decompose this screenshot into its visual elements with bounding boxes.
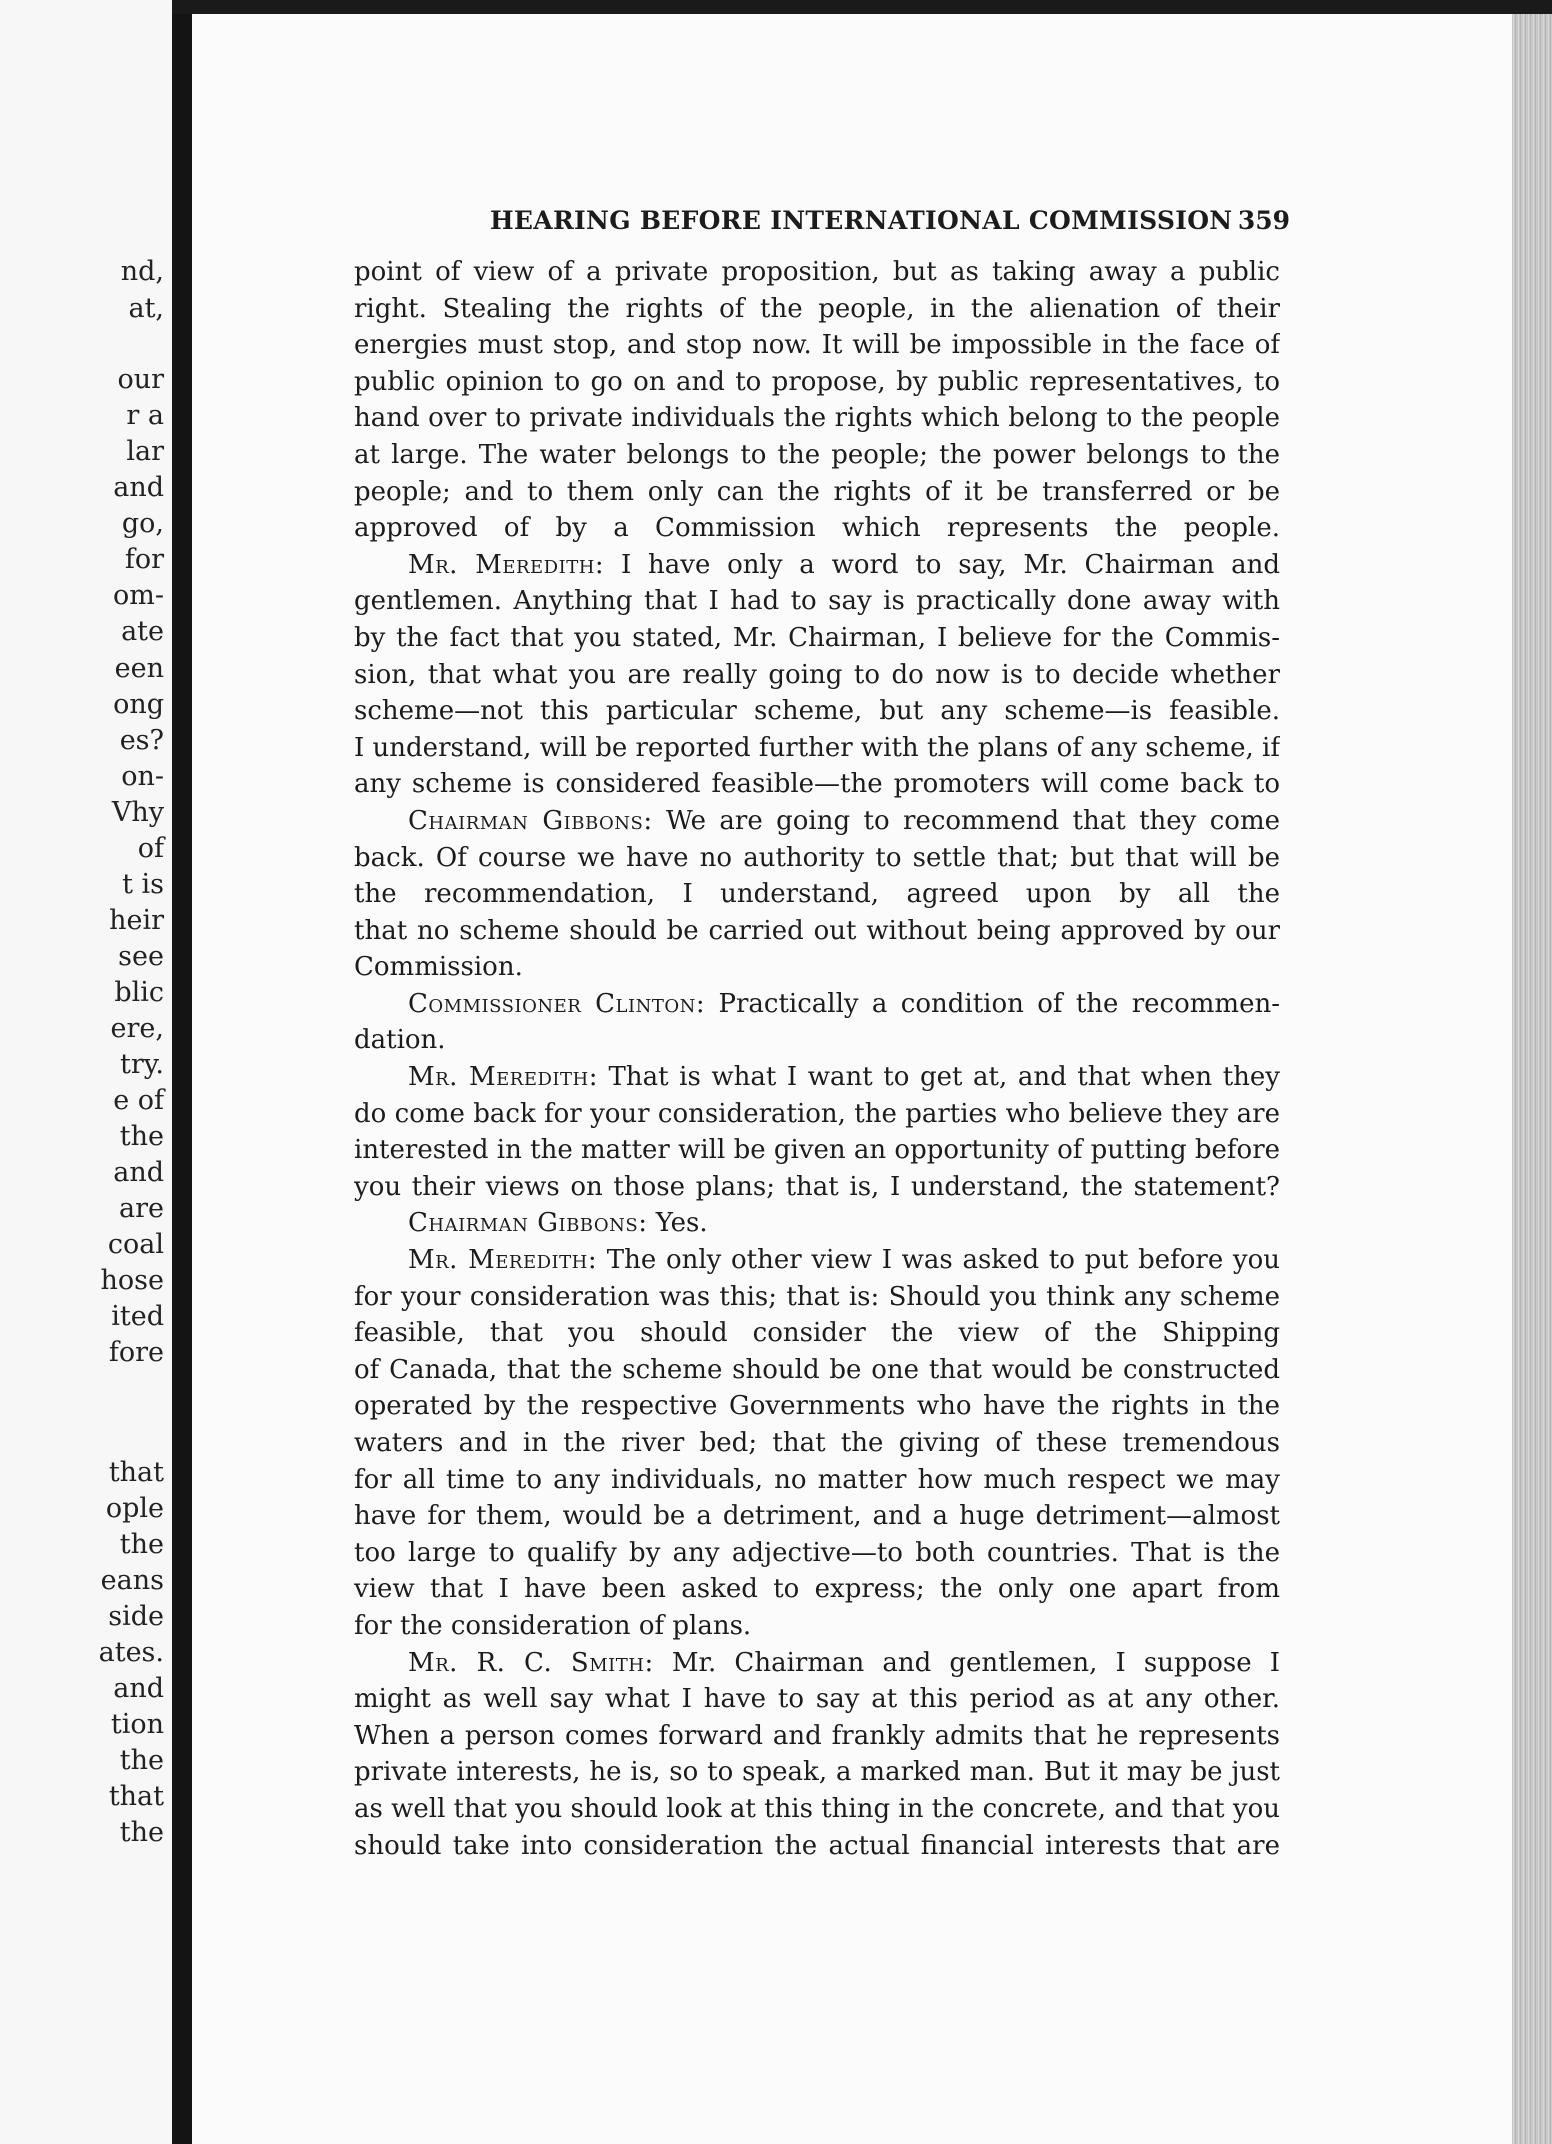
line-text: private interests, he is, so to speak, a marked man. But it may be just bbox=[354, 1757, 1280, 1788]
facing-page-text: t is bbox=[122, 869, 164, 900]
line-text: The only other view I was asked to put before you bbox=[597, 1245, 1280, 1276]
facing-page-text: on- bbox=[121, 761, 164, 792]
speaker-name: Mr. Meredith: bbox=[408, 1245, 598, 1276]
facing-page-text: coal bbox=[107, 1229, 164, 1260]
text-line bbox=[354, 1718, 1280, 1755]
speaker-name: Commissioner Clinton: bbox=[408, 988, 706, 1019]
speaker-line bbox=[354, 986, 1280, 1023]
text-line bbox=[354, 1571, 1280, 1608]
line-text: right. Stealing the rights of the people, in the alienation of their bbox=[354, 293, 1280, 324]
line-text: I have only a word to say, Mr. Chairman and bbox=[604, 549, 1280, 580]
text-line bbox=[354, 1132, 1280, 1169]
line-text: of Canada, that the scheme should be one that would be constructed bbox=[354, 1354, 1280, 1385]
line-text: public opinion to go on and to propose, by public representatives, to bbox=[354, 366, 1280, 397]
text-line bbox=[354, 510, 1280, 547]
scan-border-top bbox=[172, 0, 1552, 14]
line-text: interested in the matter will be given an opportunity of putting before bbox=[354, 1135, 1280, 1166]
line-text: Mr. Chairman and gentlemen, I suppose I bbox=[653, 1647, 1280, 1678]
line-text: When a person comes forward and frankly admits that he represents bbox=[354, 1720, 1280, 1751]
line-text: for your consideration was this; that is: Should you think any scheme bbox=[354, 1281, 1280, 1312]
facing-page-text: nd, bbox=[120, 256, 164, 287]
facing-page-text: eans bbox=[100, 1565, 164, 1596]
facing-page-text: the bbox=[119, 1121, 164, 1152]
text-line bbox=[354, 1462, 1280, 1499]
text-line bbox=[354, 291, 1280, 328]
speaker-line bbox=[354, 1645, 1280, 1682]
facing-page-text: blic bbox=[114, 977, 164, 1008]
text-line bbox=[354, 583, 1280, 620]
facing-page-text: ere, bbox=[110, 1013, 164, 1044]
line-text: any scheme is considered feasible—the promoters will come back to bbox=[354, 769, 1280, 800]
facing-page-text: try. bbox=[119, 1049, 164, 1080]
line-text: you their views on those plans; that is, I understand, the statement? bbox=[354, 1171, 1280, 1202]
facing-page-text: ong bbox=[113, 689, 164, 720]
line-text: energies must stop, and stop now. It will be impossible in the face of bbox=[354, 330, 1280, 361]
text-line bbox=[354, 657, 1280, 694]
facing-page-text: see bbox=[118, 941, 164, 972]
text-line bbox=[354, 1279, 1280, 1316]
facing-page-text: go, bbox=[121, 508, 164, 539]
line-text: back. Of course we have no authority to settle that; but that will be bbox=[354, 842, 1280, 873]
text-line bbox=[354, 1791, 1280, 1828]
facing-page-text: een bbox=[114, 653, 164, 684]
text-line bbox=[354, 327, 1280, 364]
text-line bbox=[354, 876, 1280, 913]
facing-page-text: of bbox=[137, 833, 164, 864]
line-text: the recommendation, I understand, agreed upon by all the bbox=[354, 879, 1280, 910]
line-text: approved of by a Commission which represents the people. bbox=[354, 513, 1280, 544]
text-line bbox=[354, 254, 1280, 291]
text-line bbox=[354, 620, 1280, 657]
page-number: 359 bbox=[1237, 206, 1290, 235]
running-head: HEARING BEFORE INTERNATIONAL COMMISSION bbox=[490, 206, 1233, 235]
facing-page-fragment bbox=[0, 0, 172, 2144]
text-line bbox=[354, 913, 1280, 950]
line-text: I understand, will be reported further with the plans of any scheme, if bbox=[354, 732, 1280, 763]
facing-page-text: Vhy bbox=[111, 797, 164, 828]
text-line bbox=[354, 730, 1280, 767]
facing-page-text: the bbox=[119, 1817, 164, 1848]
facing-page-text: ates. bbox=[98, 1637, 164, 1668]
line-text: do come back for your consideration, the parties who believe they are bbox=[354, 1098, 1280, 1129]
speaker-line bbox=[354, 547, 1280, 584]
text-line bbox=[354, 1828, 1280, 1865]
text-line bbox=[354, 400, 1280, 437]
line-text: for the consideration of plans. bbox=[354, 1610, 752, 1641]
facing-page-text: the bbox=[119, 1529, 164, 1560]
speaker-name: Chairman Gibbons: bbox=[408, 805, 653, 836]
facing-page-text: hose bbox=[100, 1265, 164, 1296]
speaker-name: Mr. R. C. Smith: bbox=[408, 1647, 654, 1678]
text-line bbox=[354, 1681, 1280, 1718]
speaker-name: Chairman Gibbons: bbox=[408, 1208, 648, 1239]
text-line bbox=[354, 474, 1280, 511]
line-text: gentlemen. Anything that I had to say is practically done away with bbox=[354, 586, 1280, 617]
line-text: as well that you should look at this thing in the concrete, and that you bbox=[354, 1793, 1280, 1824]
line-text: for all time to any individuals, no matter how much respect we may bbox=[354, 1464, 1280, 1495]
text-line bbox=[354, 840, 1280, 877]
speaker-line bbox=[354, 1242, 1280, 1279]
text-line bbox=[354, 1754, 1280, 1791]
line-text: that no scheme should be carried out without being approved by our bbox=[354, 915, 1280, 946]
line-text: might as well say what I have to say at this period as at any other. bbox=[354, 1684, 1280, 1715]
text-line bbox=[354, 1608, 1280, 1645]
facing-page-text: our bbox=[117, 364, 164, 395]
line-text: point of view of a private proposition, but as taking away a public bbox=[354, 257, 1280, 287]
facing-page-text: and bbox=[113, 1673, 164, 1704]
text-line bbox=[354, 766, 1280, 803]
facing-page-text: and bbox=[113, 472, 164, 503]
facing-page-text: are bbox=[119, 1193, 164, 1224]
line-text: feasible, that you should consider the view of the Shipping bbox=[354, 1318, 1280, 1349]
line-text: view that I have been asked to express; the only one apart from bbox=[354, 1574, 1280, 1605]
facing-page-text: the bbox=[119, 1745, 164, 1776]
line-text: people; and to them only can the rights of it be transferred or be bbox=[354, 476, 1280, 507]
speaker-line bbox=[354, 1059, 1280, 1096]
line-text: operated by the respective Governments who have the rights in the bbox=[354, 1391, 1280, 1422]
text-line bbox=[354, 1498, 1280, 1535]
facing-page-text: at, bbox=[128, 293, 164, 324]
line-text: have for them, would be a detriment, and a huge detriment—almost bbox=[354, 1501, 1280, 1532]
line-text: by the fact that you stated, Mr. Chairman, I believe for the Commis- bbox=[354, 622, 1280, 653]
line-text: at large. The water belongs to the people; the power belongs to the bbox=[354, 439, 1280, 470]
text-line bbox=[354, 1352, 1280, 1389]
facing-page-text: for bbox=[124, 544, 164, 575]
book-gutter bbox=[172, 0, 192, 2144]
text-line bbox=[354, 437, 1280, 474]
facing-page-text: es? bbox=[119, 725, 164, 756]
line-text: hand over to private individuals the rights which belong to the people bbox=[354, 403, 1280, 434]
line-text: sion, that what you are really going to do now is to decide whether bbox=[354, 659, 1280, 690]
speaker-name: Mr. Meredith: bbox=[408, 1062, 598, 1093]
text-line bbox=[354, 1022, 1280, 1059]
line-text: Yes. bbox=[647, 1208, 708, 1239]
line-text: too large to qualify by any adjective—to both countries. That is the bbox=[354, 1537, 1280, 1568]
line-text: scheme—not this particular scheme, but any scheme—is feasible. bbox=[354, 696, 1280, 727]
text-line bbox=[354, 693, 1280, 730]
facing-page-text: tion bbox=[110, 1709, 164, 1740]
line-text: dation. bbox=[354, 1025, 446, 1056]
text-line bbox=[354, 1315, 1280, 1352]
facing-page-text: e of bbox=[113, 1085, 164, 1116]
facing-page-text: r a bbox=[126, 400, 164, 431]
text-line bbox=[354, 1388, 1280, 1425]
facing-page-text: heir bbox=[109, 905, 164, 936]
speaker-name: Mr. Meredith: bbox=[408, 549, 605, 580]
line-text: waters and in the river bed; that the giving of these tremendous bbox=[354, 1428, 1280, 1458]
line-text: That is what I want to get at, and that when they bbox=[597, 1062, 1280, 1093]
facing-page-text: lar bbox=[126, 436, 164, 467]
facing-page-text: om- bbox=[113, 580, 164, 611]
text-line bbox=[354, 949, 1280, 986]
facing-page-text: fore bbox=[108, 1337, 164, 1368]
line-text: We are going to recommend that they come bbox=[652, 805, 1280, 836]
speaker-line bbox=[354, 1205, 1280, 1242]
text-line bbox=[354, 364, 1280, 401]
text-line bbox=[354, 1096, 1280, 1133]
body-text bbox=[354, 254, 1280, 1864]
text-line bbox=[354, 1425, 1280, 1462]
page-header bbox=[490, 206, 1290, 246]
facing-page-text: and bbox=[113, 1157, 164, 1188]
facing-page-text: ited bbox=[111, 1301, 164, 1332]
line-text: Commission. bbox=[354, 952, 523, 983]
text-line bbox=[354, 1535, 1280, 1572]
facing-page-text: ople bbox=[105, 1493, 164, 1524]
facing-page-text: ate bbox=[121, 616, 164, 647]
page-stack-edge bbox=[1512, 14, 1552, 2144]
facing-page-text: side bbox=[108, 1601, 164, 1632]
speaker-line bbox=[354, 803, 1280, 840]
facing-page-text: that bbox=[108, 1781, 164, 1812]
line-text: should take into consideration the actual financial interests that are bbox=[354, 1830, 1280, 1861]
facing-page-text: that bbox=[108, 1457, 164, 1488]
line-text: Practically a condition of the recommen- bbox=[705, 988, 1280, 1019]
text-line bbox=[354, 1169, 1280, 1206]
